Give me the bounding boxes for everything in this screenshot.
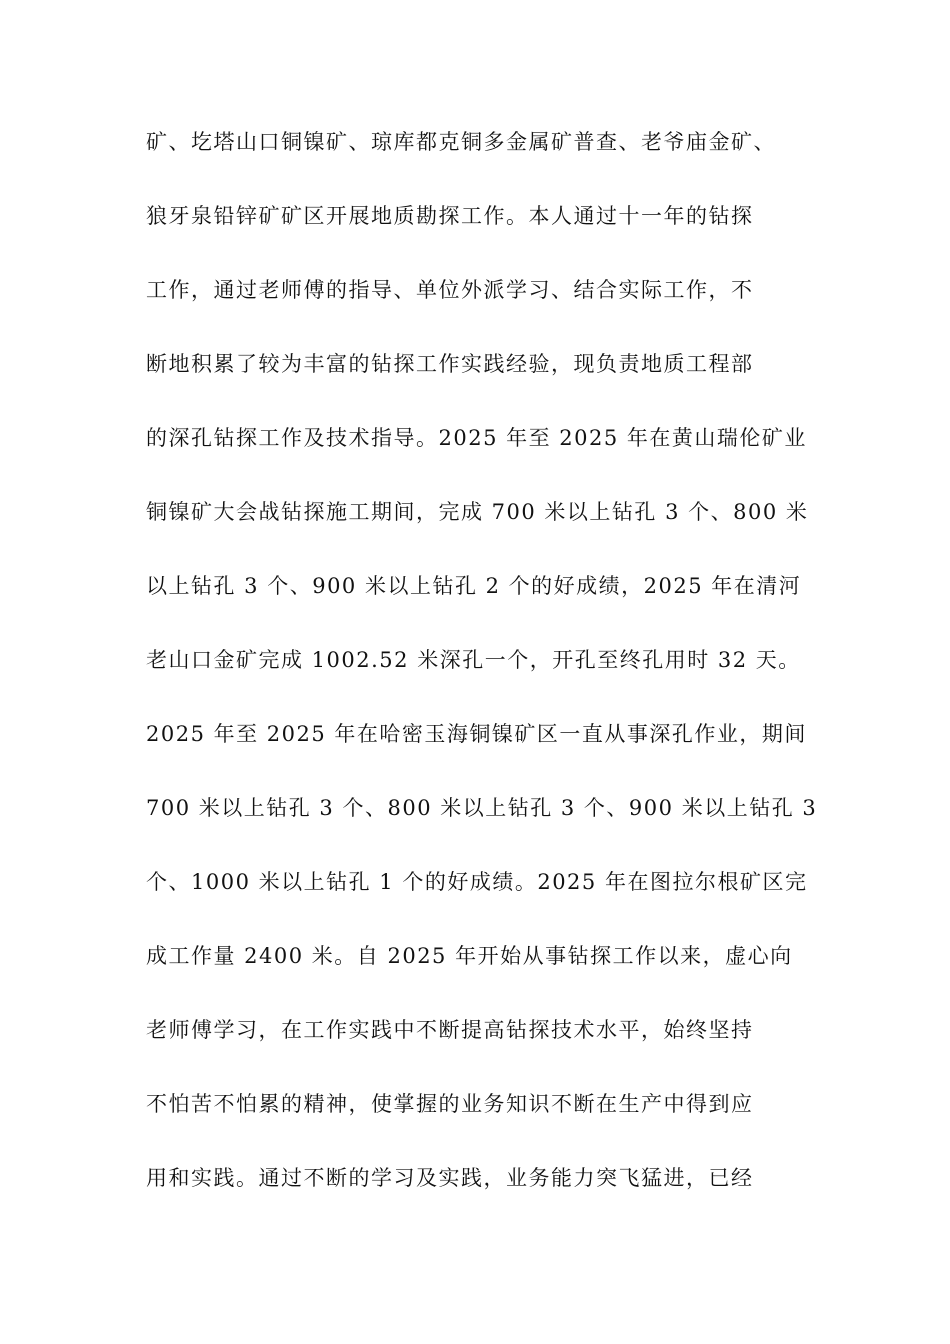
text-line: 成工作量 2400 米。自 2025 年开始从事钻探工作以来，虚心向 — [146, 944, 793, 968]
text-line: 狼牙泉铅锌矿矿区开展地质勘探工作。本人通过十一年的钻探 — [146, 204, 754, 228]
text-line: 断地积累了较为丰富的钻探工作实践经验，现负责地质工程部 — [146, 352, 754, 376]
text-line: 老山口金矿完成 1002.52 米深孔一个，开孔至终孔用时 32 天。 — [146, 648, 801, 672]
text-line: 矿、圪塔山口铜镍矿、琼库都克铜多金属矿普查、老爷庙金矿、 — [146, 130, 776, 154]
text-line: 老师傅学习，在工作实践中不断提高钻探技术水平，始终坚持 — [146, 1018, 754, 1042]
text-line: 的深孔钻探工作及技术指导。2025 年至 2025 年在黄山瑞伦矿业 — [146, 426, 807, 450]
text-line: 个、1000 米以上钻孔 1 个的好成绩。2025 年在图拉尔根矿区完 — [146, 870, 808, 894]
text-line: 用和实践。通过不断的学习及实践，业务能力突飞猛进，已经 — [146, 1166, 754, 1190]
text-line: 以上钻孔 3 个、900 米以上钻孔 2 个的好成绩，2025 年在清河 — [146, 574, 802, 598]
text-line: 700 米以上钻孔 3 个、800 米以上钻孔 3 个、900 米以上钻孔 3 — [146, 796, 818, 820]
body-text — [146, 118, 816, 1228]
text-line: 铜镍矿大会战钻探施工期间，完成 700 米以上钻孔 3 个、800 米 — [146, 500, 809, 524]
text-line: 不怕苦不怕累的精神，使掌握的业务知识不断在生产中得到应 — [146, 1092, 754, 1116]
text-line: 2025 年至 2025 年在哈密玉海铜镍矿区一直从事深孔作业，期间 — [146, 722, 807, 746]
text-line: 工作，通过老师傅的指导、单位外派学习、结合实际工作，不 — [146, 278, 754, 302]
